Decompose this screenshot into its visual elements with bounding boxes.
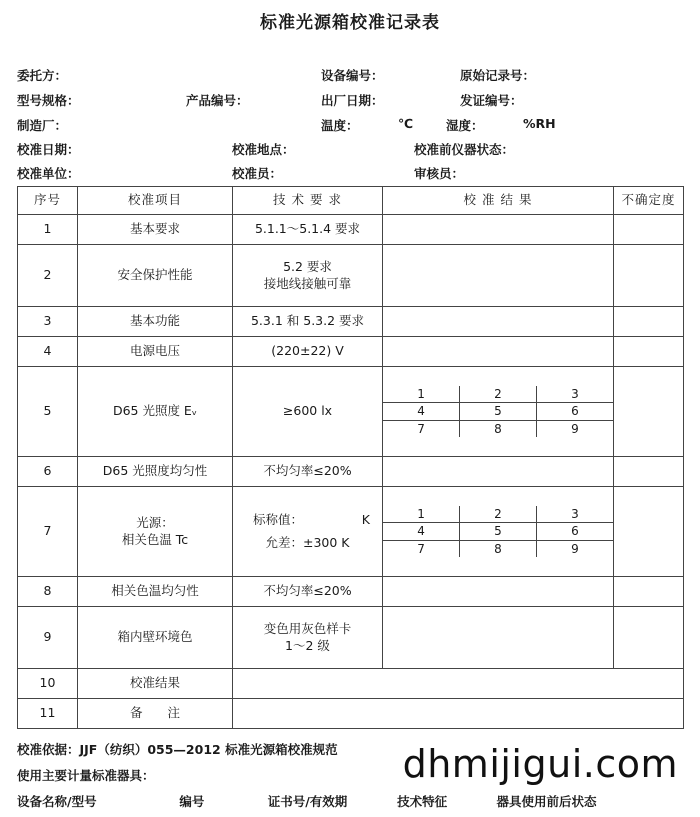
row-item: 电源电压 xyxy=(78,337,233,367)
measurement-grid xyxy=(383,506,613,557)
result-cell[interactable] xyxy=(383,607,614,669)
uncertainty-cell[interactable] xyxy=(614,457,684,487)
row-requirement: ≥600 lx xyxy=(233,367,383,457)
measurement-grid xyxy=(383,386,613,437)
row-requirement: (220±22) V xyxy=(233,337,383,367)
grid-point[interactable]: 6 xyxy=(536,403,613,420)
original-record-no-label: 原始记录号： xyxy=(460,68,536,83)
item-line: 光源： xyxy=(136,514,174,530)
table-row xyxy=(18,487,684,577)
table-row xyxy=(18,699,684,729)
tolerance-line: 允差：±300 K xyxy=(265,534,350,550)
grid-point[interactable]: 1 xyxy=(383,386,460,403)
row-requirement xyxy=(233,487,383,577)
calibration-table xyxy=(17,186,684,729)
uncertainty-cell[interactable] xyxy=(614,577,684,607)
row-requirement: 不均匀率≤20% xyxy=(233,577,383,607)
device-no-label: 设备编号： xyxy=(321,68,384,83)
uncertainty-cell[interactable] xyxy=(614,487,684,577)
client-label: 委托方： xyxy=(17,68,68,83)
instrument-columns xyxy=(17,792,596,810)
row-item: 安全保护性能 xyxy=(78,245,233,307)
grid-point[interactable]: 8 xyxy=(460,540,537,557)
row-no: 1 xyxy=(18,215,78,245)
nominal-value-unit: K xyxy=(361,511,370,527)
col-header-item: 校准项目 xyxy=(78,187,233,215)
table-row xyxy=(18,337,684,367)
grid-point[interactable]: 1 xyxy=(383,506,460,523)
grid-point[interactable]: 5 xyxy=(460,523,537,540)
requirement-line: 变色用灰色样卡 xyxy=(263,620,352,636)
col-header-result: 校 准 结 果 xyxy=(383,187,614,215)
instrument-col-cert: 证书号/有效期 xyxy=(267,794,348,809)
row-no: 5 xyxy=(18,367,78,457)
grid-point[interactable]: 4 xyxy=(383,403,460,420)
row-no: 7 xyxy=(18,487,78,577)
calibration-date-label: 校准日期： xyxy=(17,142,80,157)
grid-point[interactable]: 3 xyxy=(536,386,613,403)
grid-point[interactable]: 4 xyxy=(383,523,460,540)
instrument-col-status: 器具使用前后状态 xyxy=(496,794,597,809)
row-requirement: 不均匀率≤20% xyxy=(233,457,383,487)
table-row xyxy=(18,215,684,245)
pre-instrument-status-label: 校准前仪器状态： xyxy=(414,142,515,157)
table-row xyxy=(18,457,684,487)
result-cell[interactable] xyxy=(383,457,614,487)
row-no: 10 xyxy=(18,669,78,699)
product-no-label: 产品编号： xyxy=(186,93,249,108)
temperature-label: 温度： xyxy=(321,118,359,133)
temperature-unit: ℃ xyxy=(398,116,414,131)
manufacture-date-label: 出厂日期： xyxy=(321,93,384,108)
row-no: 6 xyxy=(18,457,78,487)
row-item: 备 注 xyxy=(78,699,233,729)
col-header-uncertainty: 不确定度 xyxy=(614,187,684,215)
uncertainty-cell[interactable] xyxy=(614,337,684,367)
model-spec-label: 型号规格： xyxy=(17,93,80,108)
row-item: D65 光照度 Eᵥ xyxy=(78,367,233,457)
row-no: 9 xyxy=(18,607,78,669)
uncertainty-cell[interactable] xyxy=(614,307,684,337)
reviewer-label: 审核员： xyxy=(414,166,465,181)
row-no: 4 xyxy=(18,337,78,367)
row-item: 相关色温均匀性 xyxy=(78,577,233,607)
result-grid-cell xyxy=(383,487,614,577)
row-no: 3 xyxy=(18,307,78,337)
row-requirement: 5.3.1 和 5.3.2 要求 xyxy=(233,307,383,337)
table-row xyxy=(18,307,684,337)
result-value-cell[interactable] xyxy=(233,669,684,699)
grid-point[interactable]: 3 xyxy=(536,506,613,523)
uncertainty-cell[interactable] xyxy=(614,245,684,307)
cert-no-label: 发证编号： xyxy=(460,93,523,108)
requirement-line: 1～2 级 xyxy=(285,637,330,653)
grid-point[interactable]: 7 xyxy=(383,540,460,557)
grid-point[interactable]: 5 xyxy=(460,403,537,420)
calibration-place-label: 校准地点： xyxy=(232,142,295,157)
remarks-value-cell[interactable] xyxy=(233,699,684,729)
row-item: 基本要求 xyxy=(78,215,233,245)
watermark: dhmijigui.com xyxy=(402,742,678,786)
row-no: 8 xyxy=(18,577,78,607)
row-no: 11 xyxy=(18,699,78,729)
humidity-unit: %RH xyxy=(523,116,556,131)
grid-point[interactable]: 6 xyxy=(536,523,613,540)
grid-point[interactable]: 7 xyxy=(383,420,460,437)
page-title: 标准光源箱校准记录表 xyxy=(260,13,440,33)
result-cell[interactable] xyxy=(383,577,614,607)
row-requirement: 5.1.1～5.1.4 要求 xyxy=(233,215,383,245)
nominal-value-label: 标称值： xyxy=(253,511,304,527)
grid-point[interactable]: 2 xyxy=(460,386,537,403)
table-row xyxy=(18,245,684,307)
table-header-row xyxy=(18,187,684,215)
grid-point[interactable]: 2 xyxy=(460,506,537,523)
row-item: D65 光照度均匀性 xyxy=(78,457,233,487)
result-cell[interactable] xyxy=(383,215,614,245)
row-no: 2 xyxy=(18,245,78,307)
grid-point[interactable]: 9 xyxy=(536,540,613,557)
row-requirement xyxy=(233,607,383,669)
calibrator-label: 校准员： xyxy=(232,166,283,181)
instrument-col-name: 设备名称/型号 xyxy=(17,794,97,809)
requirement-line: 接地线接触可靠 xyxy=(263,275,352,291)
requirement-line: 5.2 要求 xyxy=(283,258,332,274)
uncertainty-cell[interactable] xyxy=(614,215,684,245)
uncertainty-cell[interactable] xyxy=(614,367,684,457)
row-item: 基本功能 xyxy=(78,307,233,337)
table-row xyxy=(18,669,684,699)
grid-point[interactable]: 8 xyxy=(460,420,537,437)
result-grid-cell xyxy=(383,367,614,457)
row-item: 箱内壁环境色 xyxy=(78,607,233,669)
row-requirement xyxy=(233,245,383,307)
main-instruments-label: 使用主要计量标准器具： xyxy=(17,768,155,783)
calibration-basis: 校准依据：JJF（纺织）055—2012 标准光源箱校准规范 xyxy=(17,742,338,757)
result-cell[interactable] xyxy=(383,337,614,367)
grid-point[interactable]: 9 xyxy=(536,420,613,437)
item-line: 相关色温 Tc xyxy=(121,531,189,547)
table-row xyxy=(18,607,684,669)
row-item: 校准结果 xyxy=(78,669,233,699)
table-row xyxy=(18,577,684,607)
result-cell[interactable] xyxy=(383,307,614,337)
result-cell[interactable] xyxy=(383,245,614,307)
uncertainty-cell[interactable] xyxy=(614,607,684,669)
instrument-col-number: 编号 xyxy=(179,794,205,809)
humidity-label: 湿度： xyxy=(446,118,484,133)
instrument-col-tech: 技术特征 xyxy=(397,794,448,809)
calibration-unit-label: 校准单位： xyxy=(17,166,80,181)
table-row xyxy=(18,367,684,457)
row-item xyxy=(78,487,233,577)
col-header-no: 序号 xyxy=(18,187,78,215)
col-header-requirement: 技 术 要 求 xyxy=(233,187,383,215)
manufacturer-label: 制造厂： xyxy=(17,118,68,133)
